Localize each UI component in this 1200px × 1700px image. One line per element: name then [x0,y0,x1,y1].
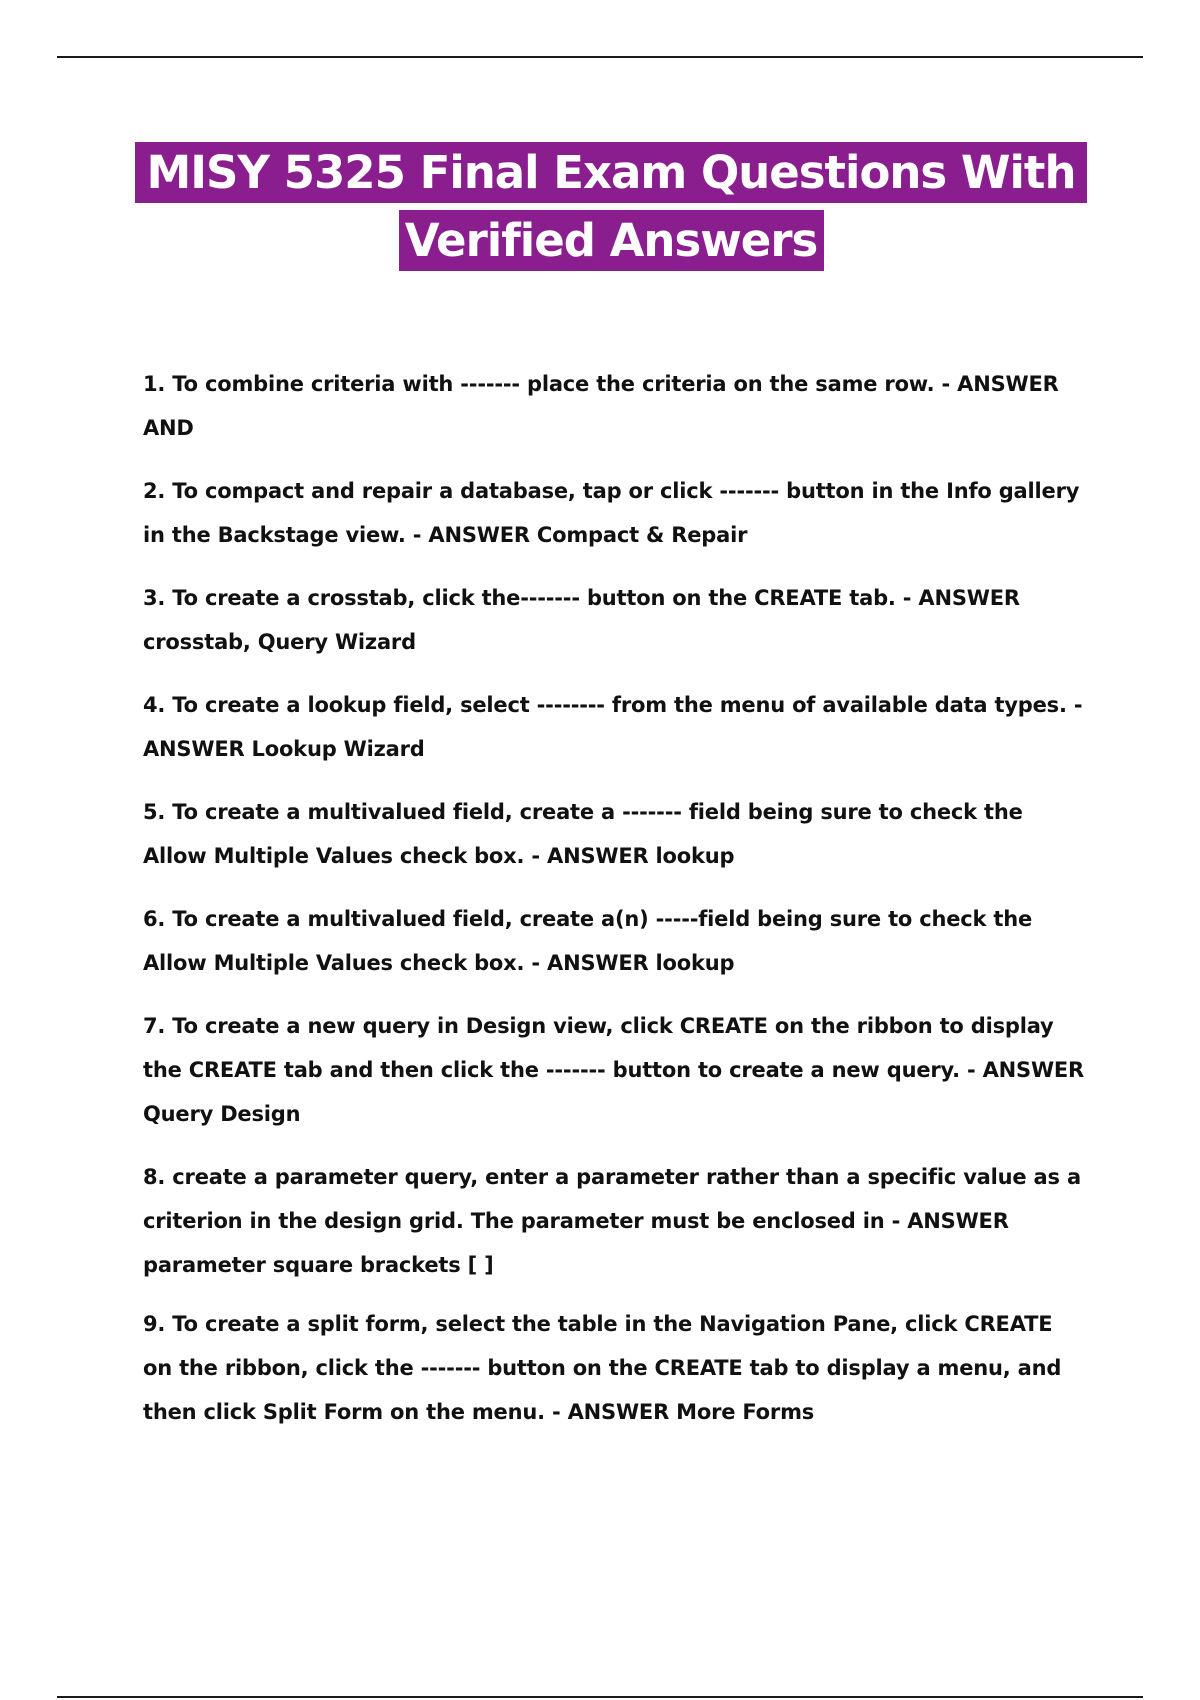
question-item-6: 6. To create a multivalued field, create a(n) -----field being sure to check the Allow Multiple Values check box. - ANSWER lookup [143,907,1033,975]
document-title [130,142,1092,271]
question-item-9: 9. To create a split form, select the table in the Navigation Pane, click CREATE on the ribbon, click the ------- button on the CREATE tab to display a menu, and then click Split Form on the menu. - ANSWER More Forms [143,1312,1062,1424]
question-item-7: 7. To create a new query in Design view, click CREATE on the ribbon to display the CREATE tab and then click the ------- button to create a new query. - ANSWER Query Design [143,1014,1085,1126]
question-list [143,362,1088,1453]
question-item-4: 4. To create a lookup field, select -------- from the menu of available data types. - ANSWER Lookup Wizard [143,693,1083,761]
title-line-1: MISY 5325 Final Exam Questions With [135,142,1087,203]
question-item-8: 8. create a parameter query, enter a parameter rather than a specific value as a criterion in the design grid. The parameter must be enclosed in - ANSWER parameter square brackets [ ] [143,1165,1081,1277]
question-item-2: 2. To compact and repair a database, tap or click ------- button in the Info gallery in the Backstage view. - ANSWER Compact & Repair [143,479,1080,547]
question-item-1: 1. To combine criteria with ------- place the criteria on the same row. - ANSWER AND [143,372,1059,440]
top-rule [57,56,1143,58]
title-line-2: Verified Answers [399,210,824,271]
bottom-rule [57,1696,1143,1698]
question-item-5: 5. To create a multivalued field, create a ------- field being sure to check the Allow Multiple Values check box. - ANSWER lookup [143,800,1023,868]
question-item-3: 3. To create a crosstab, click the------- button on the CREATE tab. - ANSWER crosstab, Query Wizard [143,586,1020,654]
